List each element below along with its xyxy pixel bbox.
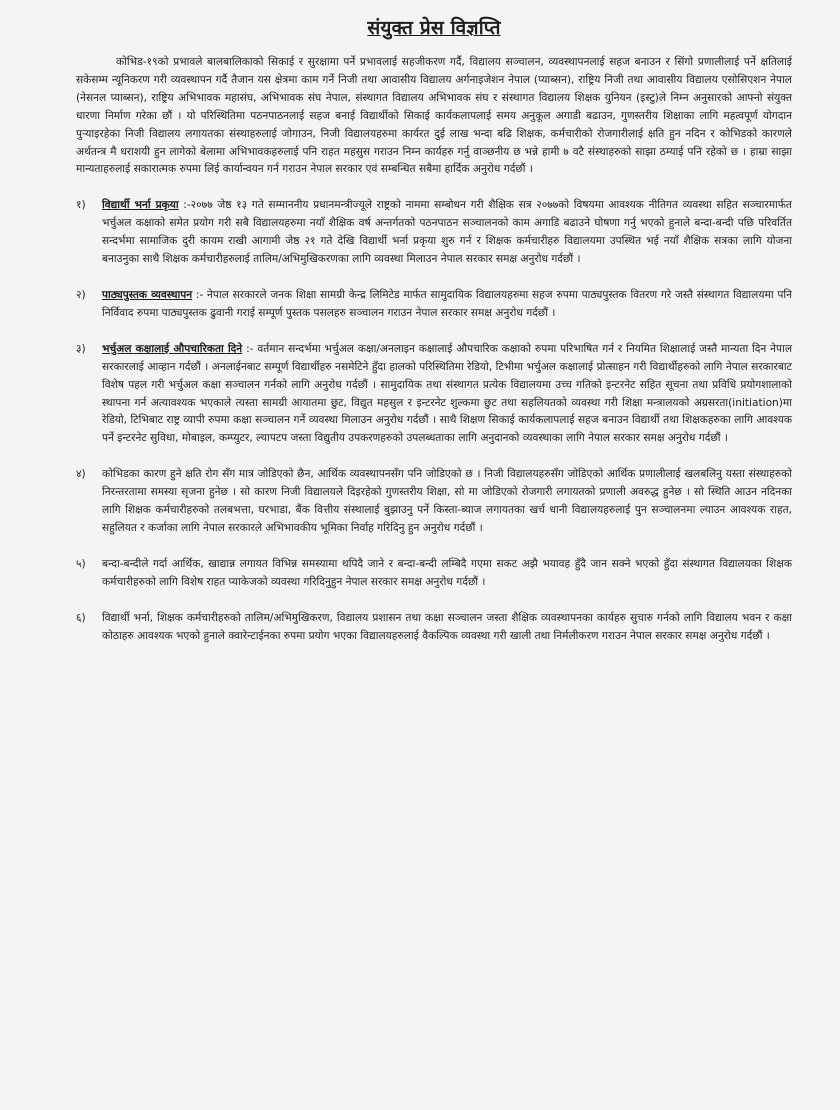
point-5 <box>76 556 792 592</box>
point-1 <box>76 197 792 269</box>
point-body <box>102 197 792 269</box>
point-heading: भर्चुअल कक्षालाई औपचारिकता दिने <box>102 342 243 355</box>
point-body <box>102 287 792 323</box>
point-number: ६) <box>76 611 86 624</box>
intro-paragraph: कोभिड-१९को प्रभावले बालबालिकाको सिकाई र सुरक्षामा पर्ने प्रभावलाई सहजीकरण गर्दै, विद्यालय सञ्चालन, व्यवस्थापनलाई सहज बनाउन र सिंगो प्रणालीलाई पर्ने क्षतिलाई सकेसम्म न्यूनिकरण गरी व्यवस्थापन गर्दै तैजान यस क्षेत्रमा काम गर्ने निजी तथा आवासीय विद्यालय अर्गनाइजेशन नेपाल (प्याब्सन), राष्ट्रिय निजी तथा आवासीय विद्यालय एसोसिएशन नेपाल (नेसनल प्याब्सन), राष्ट्रिय अभिभावक महासंघ, अभिभावक संघ नेपाल, संस्थागत विद्यालय अभिभावक संघ र संस्थागत विद्यालय शिक्षक युनियन (इस्टु)ले निम्न अनुसारको आफ्नो संयुक्त धारणा निर्माण गरेका छौं । यो परिस्थितिमा पठनपाठनलाई सहज बनाई विद्यार्थीको सिकाई कार्यकलापलाई समय अनुकूल अगाडी बढाउन, गुणस्तरीय शिक्षाका लागि महत्वपूर्ण योगदान पुऱ्याइरहेका निजी विद्यालय लगायतका संस्थाहरुलाई जोगाउन, निजी विद्यालयहरुमा कार्यरत दुई लाख भन्दा बढि शिक्षक, कर्मचारीको रोजगारीलाई क्षति हुन नदिन र कोभिडको कारणले अर्थतन्त्र मै धराशयी हुन लागेको बेलामा अभिभावकहरुलाई पनि राहत महसुस गराउन निम्न कार्यहरु गर्नु वाञ्छनीय छ भन्ने हामी ७ वटै संस्थाहरुको साझा ठम्याई पनि रहेको छ । हाम्रा साझा मान्यताहरुलाई सकारात्मक रुपमा लिई कार्यान्वयन गर्न गराउन नेपाल सरकार एवं सम्बन्धित सबैमा हार्दिक अनुरोध गर्दछौं । <box>76 56 792 176</box>
point-text: बन्दा-बन्दीले गर्दा आर्थिक, खाद्यान्न लगायत विभिन्न समस्यामा थपिदै जाने र बन्दा-बन्दी लम्बिदै गएमा सकट अझै भयावह हुँदै जान सक्ने भएको हुँदा संस्थागत विद्यालयका शिक्षक कर्मचारीहरुको लागि विशेष राहत प्याकेजको व्यवस्था गरिदिनुहुन नेपाल सरकार समक्ष अनुरोध गर्दछौं । <box>102 557 792 588</box>
point-text: विद्यार्थी भर्ना, शिक्षक कर्मचारीहरुको तालिम/अभिमुखिकरण, विद्यालय प्रशासन तथा कक्षा सञ्चालन जस्ता शैक्षिक व्यवस्थापनका कार्यहरु सुचारु गर्नको लागि विद्यालय भवन र कक्षा कोठाहरु आवश्यक भएको हुनाले क्वारेन्टाईनका रुपमा प्रयोग भएका विद्यालयहरुलाई वैकल्पिक व्यवस्था गरी खाली तथा निर्मलीकरण गराउन नेपाल सरकार समक्ष अनुरोध गर्दछौं । <box>102 611 792 642</box>
point-body <box>102 556 792 592</box>
document-title: संयुक्त प्रेस विज्ञप्ति <box>367 17 501 39</box>
point-6 <box>76 610 792 646</box>
point-text: :- वर्तमान सन्दर्भमा भर्चुअल कक्षा/अनलाइन कक्षालाई औपचारिक कक्षाको रुपमा परिभाषित गर्न र नियमित शिक्षालाई जस्तै मान्यता दिन नेपाल सरकारलाई आव्हान गर्दछौं । अनलाईनबाट सम्पूर्ण विद्यार्थीहरु नसमेटिने हुँदा हालको परिस्थितिमा रेडियो, टिभीमा भर्चुअल कक्षालाई प्रोत्साहन गरी विद्यार्थीहरुको लागि नेपाल सरकारबाट विशेष पहल गरी भर्चुअल कक्षा सञ्चालन गर्नको लागि अनुरोध गर्दछौं । सामुदायिक तथा संस्थागत प्रत्येक विद्यालयमा उच्च गतिको इन्टरनेट सहित सूचना तथा प्रविधि प्रयोगशालाको स्थापना गर्न अत्यावश्यक भएकाले त्यस्ता सामग्री आयातमा छुट, विद्युत महसुल र इन्टरनेट शुल्कमा छुट तथा सहलियतको व्यवस्था गरी शिक्षा मन्त्रालयको अग्रसरता(initiation)मा रेडियो, टिभिबाट राष्ट्र व्यापी रुपमा कक्षा सञ्चालन गर्ने व्यवस्था मिलाउन अनुरोध गर्दछौं । साथै शिक्षण सिकाई कार्यकलापलाई सहज बनाउन विद्यार्थी तथा शिक्षकहरुका लागि आवश्यक पर्ने इन्टरनेट सुविधा, मोबाइल, कम्प्युटर, ल्यापटप जस्ता विद्युतीय उपकरणहरुको उपलब्धताका लागि अनुदानको व्यवस्थाका लागि नेपाल सरकार समक्ष अनुरोध गर्दछौं । <box>102 342 792 445</box>
point-4 <box>76 466 792 538</box>
point-3 <box>76 341 792 448</box>
point-number: ५) <box>76 557 86 570</box>
point-number: ३) <box>76 342 86 355</box>
point-number: ४) <box>76 468 86 481</box>
point-heading: विद्यार्थी भर्ना प्रकृया <box>102 199 179 212</box>
point-2 <box>76 287 792 323</box>
point-text: :- नेपाल सरकारले जनक शिक्षा सामग्री केन्द्र लिमिटेड मार्फत सामुदायिक विद्यालयहरुमा सहज रुपमा पाठ्यपुस्तक वितरण गरे जस्तै संस्थागत विद्यालयमा पनि निर्विवाद रुपमा पाठ्यपुस्तक ढुवानी गराई सम्पूर्ण पुस्तक पसलहरु सञ्चालन गराउन नेपाल सरकार समक्ष अनुरोध गर्दछौं । <box>102 288 792 319</box>
point-body <box>102 610 792 646</box>
point-text: :-२०७७ जेष्ठ १३ गते सम्माननीय प्रधानमन्त्रीज्यूले राष्ट्रको नाममा सम्बोधन गरी शैक्षिक सत्र २०७७को विषयमा आवश्यक नीतिगत व्यवस्था सहित सञ्चारमार्फत भर्चुअल कक्षाको समेत प्रयोग गरी सबै विद्यालयहरुमा नयाँ शैक्षिक वर्ष अन्तर्गतको पठनपाठन सञ्चालनको काम अगाडि बढाउने घोषणा गर्नु भएको हुनाले बन्दा-बन्दी पछि परिवर्तित सन्दर्भमा सामाजिक दुरी कायम राखी आगामी जेष्ठ २१ गते देखि विद्यार्थी भर्ना प्रकृया शुरु गर्न र शिक्षक कर्मचारीहरु विद्यालयमा उपस्थित भई नयाँ शैक्षिक सत्रका लागि योजना बनाउनुका साथै शिक्षक कर्मचारीहरुलाई तालिम/अभिमुखिकरणका लागि व्यवस्था मिलाउन नेपाल सरकार समक्ष अनुरोध गर्दछौं । <box>102 199 792 266</box>
point-text: कोभिडका कारण हुने क्षति रोग सँग मात्र जोडिएको छैन, आर्थिक व्यवस्थापनसँग पनि जोडिएको छ । निजी विद्यालयहरुसँग जोडिएको आर्थिक प्रणालीलाई खलबलिनु यस्ता संस्थाहरुको निरन्तरतामा समस्या सृजना हुनेछ । सो कारण निजी विद्यालयले दिइरहेको गुणस्तरीय शिक्षा, सो मा जोडिएको रोजगारी लगायतको प्रणाली अवरुद्ध हुनेछ । सो स्थिति आउन नदिनका लागि शिक्षक कर्मचारीहरुको तलबभत्ता, घरभाडा, बैंक वित्तीय संस्थालाई बुझाउनु पर्ने किस्ता-ब्याज लगायतका खर्च धानी विद्यालयहरुलाई पुन सञ्चालनमा ल्याउन आवश्यक राहत, सहुलियत र कर्जाका लागि नेपाल सरकारले अभिभावकीय भूमिका निर्वाह गरिदिनु हुन अनुरोध गर्दछौं । <box>102 468 792 534</box>
point-number: १) <box>76 199 86 212</box>
point-body <box>102 466 792 538</box>
point-heading: पाठ्यपुस्तक व्यवस्थापन <box>102 288 193 301</box>
point-number: २) <box>76 288 86 301</box>
point-body <box>102 341 792 448</box>
